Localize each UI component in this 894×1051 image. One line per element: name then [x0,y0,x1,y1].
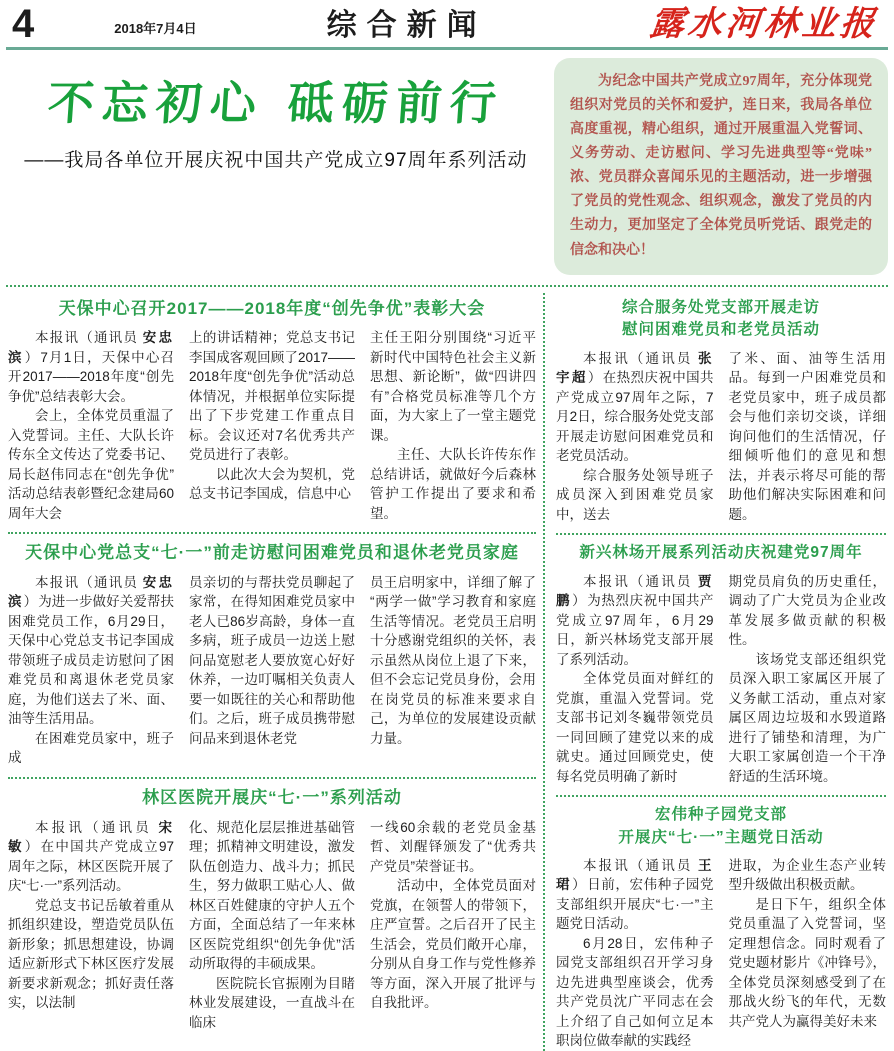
headline-line: 新兴林场开展系列活动庆祝建党97周年 [579,544,863,562]
page-header [6,0,888,50]
headline-line: 天保中心党总支“七·一”前走访慰问困难党员和退休老党员家庭 [25,543,519,563]
paragraph: 本报讯（通讯员 王珺）日前，宏伟种子园党支部组织开展庆“七·一”主题党日活动。 [556,857,714,932]
text-column [189,328,355,523]
article-headline [556,804,886,849]
right-article-section [548,293,888,1051]
text-column [556,856,714,1051]
article-headline [8,541,536,566]
paragraph: 全体党员面对鲜红的党旗，重温入党誓词。党支部书记刘冬巍带领党员一同回顾了建党以来的成就史。通过回顾党史，使每名党员明确了新时 [556,671,714,784]
paragraph: 期党员肩负的历史重任，调动了广大党员为企业改革发展多做贡献的积极性。 [728,573,886,648]
byline-suffix: ） [587,370,603,386]
paragraph: 党总支书记岳敏着重从抓组织建设，塑造党员队伍新形象；抓思想建设，协调适应新形式下林区医疗发展新要求新观念；抓好责任落实，以法制 [8,897,174,1011]
paragraph: 化、规范化层层推进基础管理；抓精神文明建设，激发队伍创造力、战斗力；抓民生，努力做职工贴心人、做林区百姓健康的守护人五个方面，全面总结了一年来林区医院党组织“创先争优”活动所取得的丰硕成果。 [189,819,355,972]
banner-headline: 不忘初心 砥砺前行 [46,76,506,130]
article-divider [8,532,536,534]
byline-prefix: 本报讯（通讯员 [583,350,698,366]
byline-name: 王珺 [556,857,714,893]
article-tianbao-biaozhang [8,297,536,524]
article-headline [556,297,886,342]
article-tianbao-weiwen [8,541,536,768]
banner [6,50,888,285]
byline-name: 贾鹏 [556,573,714,609]
paragraph: 本报讯（通讯员 张宇超）在热烈庆祝中国共产党成立97周年之际，7月2日，综合服务处党支部开展走访慰问困难党员和老党员活动。 [556,350,714,464]
article-columns [8,818,536,1033]
intro-text: 为纪念中国共产党成立97周年，充分体现党组织对党员的关怀和爱护，连日来，我局各单位高度重视，精心组织，通过开展重温入党誓词、义务劳动、走访慰问、学习先进典型等“党味”浓、党员群众喜闻乐见的主题活动，进一步增强了党员的党性观念、组织观念，激发了党员的内生动力，更加坚定了全体党员听党话、跟党走的信念和决心！ [570,74,872,258]
byline-prefix: 本报讯（通讯员 [35,819,159,835]
paragraph: 本报讯（通讯员 贾鹏）为热烈庆祝中国共产党成立97周年，6月29日，新兴林场党支部开展了系列活动。 [556,573,714,667]
article-headline [8,786,536,811]
main-content [6,287,888,1051]
paragraph: 上的讲话精神；党总支书记李国成客观回顾了2017——2018年度“创先争优”活动总体情况，并根据单位实际提出了下步党建工作重点目标。会议还对7名优秀共产党员进行了表彰。 [189,330,355,463]
vertical-divider [543,293,545,1051]
text-column [729,349,887,525]
paragraph: 本报讯（通讯员 宋敏）在中国共产党成立97周年之际，林区医院开展了庆“七·一”系列活动。 [8,819,174,894]
byline-suffix: ） [572,593,588,609]
article-columns [8,328,536,523]
paragraph: 本报讯（通讯员 安忠滨）为进一步做好关爱帮扶困难党员工作，6月29日，天保中心党总支书记李国成带领班子成员走访慰问了困难党员和离退休老党员家庭，为他们送去了米、面、油等生活用品。 [8,574,175,727]
byline-suffix: ） [24,349,41,365]
article-headline [8,297,536,322]
byline-suffix: ） [24,839,41,855]
text-column [189,573,355,768]
paragraph: 员王启明家中，详细了解了“两学一做”学习教育和家庭生活等情况。老党员王启明十分感谢党组织的关怀，表示虽然从岗位上退了下来，但不会忘记党员身份，会用在岗党员的标准来要求自己，为单位的发展建设贡献力量。 [370,574,536,746]
byline-name: 宋敏 [8,819,174,855]
text-column [729,856,887,1051]
paragraph: 了米、面、油等生活用品。每到一户困难党员和老党员家中，班子成员都会与他们亲切交谈，详细询问他们的生活情况，仔细倾听他们的意见和想法，并表示将尽可能的帮助他们解决实际困难和问题。 [728,350,886,522]
paragraph: 一线60余载的老党员金基哲、刘醒铎颁发了“优秀共产党员”荣誉证书。 [370,819,536,874]
text-column [729,572,887,787]
text-column [556,572,714,787]
byline-prefix: 本报讯（通讯员 [583,857,698,873]
page-number: 4 [12,2,35,46]
left-article-section [6,293,540,1051]
byline-suffix: ） [23,594,39,610]
article-columns [556,572,886,787]
byline-name: 安忠滨 [8,574,175,610]
headline-line: 天保中心召开2017——2018年度“创先争优”表彰大会 [58,298,486,318]
article-divider [8,777,536,779]
article-zonghe-fuwuchu [556,297,886,524]
headline-line: 慰问困难党员和老党员活动 [621,321,820,339]
article-divider [556,795,886,797]
paragraph: 员亲切的与帮扶党员聊起了家常，在得知困难党员家中老人已86岁高龄，身体一直多病，班子成员一边送上慰问品宽慰老人要放宽心好好休养，一边叮嘱相关负责人要一如既往的关心和帮助他们。之后，班子成员携带慰问品来到退休老党 [189,574,355,746]
paragraph: 综合服务处领导班子成员深入到困难党员家中，送去 [556,467,714,522]
paragraph: 主任王阳分别围绕“习近平新时代中国特色社会主义新思想、新论断”，做“四讲四有”合格党员标准等几个方面，为大家上了一堂主题党课。 [370,330,536,443]
byline-name: 安忠滨 [8,330,175,365]
byline-prefix: 本报讯（通讯员 [35,574,143,590]
byline-name: 张宇超 [556,350,714,386]
article-xinxing-linchang [556,542,886,786]
paragraph: 主任、大队长许传东作总结讲话，就做好今后森林管护工作提出了要求和希望。 [370,447,536,521]
text-column [370,573,536,768]
byline-suffix: ） [572,877,588,893]
paragraph: 本报讯（通讯员 安忠滨）7月1日，天保中心召开2017——2018年度“创先争优”总结表彰大会。 [8,330,175,404]
article-columns [8,573,536,768]
paragraph: 会上，全体党员重温了入党誓词。主任、大队长许传东全文传达了党委书记、局长赵伟同志在“创先争优”活动总结表彰暨纪念建局60周年大会 [8,408,174,521]
paragraph: 在困难党员家中，班子成 [8,730,174,766]
newspaper-nameplate: 露水河林业报 [647,4,881,44]
issue-date: 2018年7月4日 [114,21,197,36]
text-column [8,328,174,523]
headline-line: 综合服务处党支部开展走访 [621,298,820,316]
banner-subtitle: ——我局各单位开展庆祝中国共产党成立97周年系列活动 [24,150,528,172]
byline-prefix: 本报讯（通讯员 [583,573,698,589]
banner-headline-block [6,58,546,275]
headline-line: 宏伟种子园党支部 [654,806,787,824]
paragraph: 是日下午，组织全体党员重温了入党誓词，坚定理想信念。同时观看了党史题材影片《冲锋号》，全体党员深刻感受到了在那战火纷飞的年代，无数共产党人为赢得美好未来 [728,896,886,1029]
paragraph: 进取，为企业生态产业转型升级做出积极贡献。 [728,857,886,893]
intro-box [554,58,888,275]
article-columns [556,349,886,525]
paragraph: 该场党支部还组织党员深入职工家属区开展了义务献工活动，重点对家属区周边垃圾和水毁道路进行了铺垫和清理，为广大职工家属创造一个干净舒适的生活环境。 [728,651,886,784]
section-title: 综合新闻 [326,9,487,42]
text-column [556,349,714,525]
headline-line: 开展庆“七·一”主题党日活动 [618,828,824,846]
paragraph: 6月28日，宏伟种子园党支部组织召开学习身边先进典型座谈会，优秀共产党员沈广平同志在会上介绍了自己如何立足本职岗位做奉献的实践经 [556,935,714,1049]
article-linqu-yiyuan [8,786,536,1032]
article-headline [556,542,886,564]
text-column [189,818,355,1033]
text-column [8,818,174,1033]
text-column [370,328,536,523]
text-column [370,818,536,1033]
byline-prefix: 本报讯（通讯员 [35,330,143,346]
headline-line: 林区医院开展庆“七·一”系列活动 [142,787,402,807]
paragraph: 医院院长官振刚为目睹林业发展建设，一直战斗在临床 [189,975,355,1030]
article-divider [556,533,886,535]
paragraph: 以此次大会为契机，党总支书记李国成，信息中心 [189,466,355,502]
article-columns [556,856,886,1051]
text-column [8,573,174,768]
article-hongwei-zhongziyuan [556,804,886,1051]
paragraph: 活动中，全体党员面对党旗，在领誓人的带领下，庄严宣誓。之后召开了民主生活会，党员们敞开心扉，分别从自身工作与党性修养等方面，深入开展了批评与自我批评。 [370,878,536,1011]
